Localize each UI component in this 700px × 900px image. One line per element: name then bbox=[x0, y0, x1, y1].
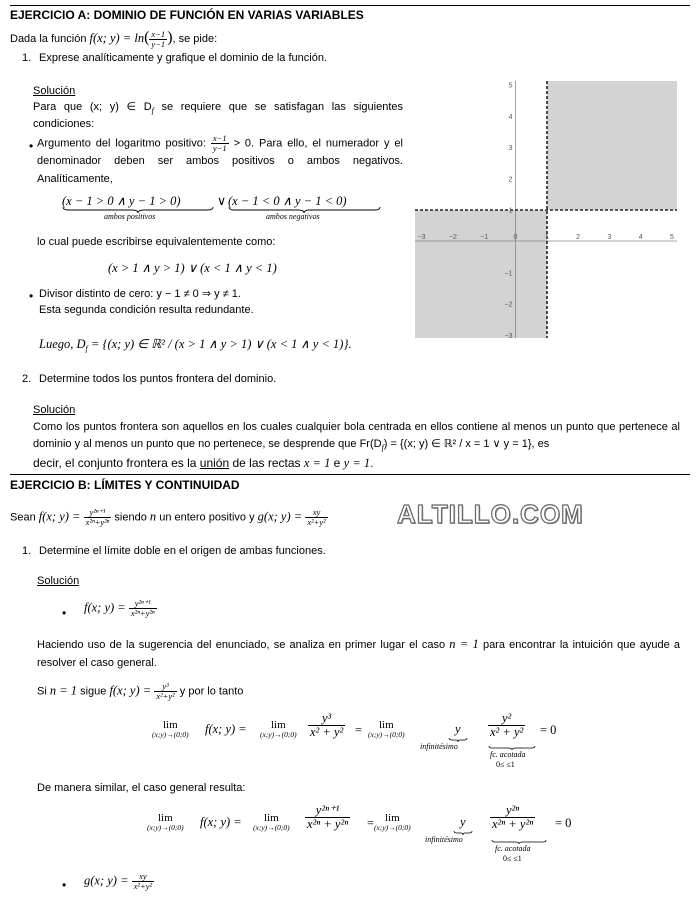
question-b1-number: 1. bbox=[22, 545, 32, 557]
bullet-dot: • bbox=[62, 606, 67, 620]
y-tick-label: 1 bbox=[508, 207, 513, 215]
x-tick-label: 1 bbox=[544, 234, 549, 241]
top-rule bbox=[10, 5, 690, 6]
or-symbol: ∨ bbox=[217, 194, 227, 208]
x-tick-label: −3 bbox=[417, 234, 426, 241]
solution-label-b1: Solución bbox=[37, 575, 80, 587]
x-tick-label: 3 bbox=[607, 234, 612, 241]
bullet-dot: • bbox=[29, 289, 34, 303]
question-b1: Determine el límite doble en el origen de ambas funciones. bbox=[39, 545, 326, 557]
x-tick-label: 4 bbox=[638, 234, 643, 241]
exercise-a-intro: Dada la función f(x; y) = ln( $\frac{x-1}{y-1}$ ), se pide: bbox=[10, 28, 218, 49]
question-a1-number: 1. bbox=[22, 52, 32, 64]
solution-label-a1: Solución bbox=[33, 85, 76, 97]
domain-result: Luego, $D_f = \{(x$; y) ∈ ℝ² / (x > 1 ∧ y > 1) ∨ (x < 1 ∧ y < 1)}. bbox=[39, 337, 352, 354]
x-tick-label: −1 bbox=[480, 234, 489, 241]
x-tick-label: −2 bbox=[448, 234, 457, 241]
y-tick-label: 4 bbox=[508, 113, 513, 121]
exercise-a-title: EJERCICIO A: DOMINIO DE FUNCIÓN EN VARIAS VARIABLES bbox=[10, 8, 364, 22]
y-tick-label: 3 bbox=[508, 145, 513, 153]
equivalence-math: (x > 1 ∧ y > 1) ∨ (x < 1 ∧ y < 1) bbox=[108, 261, 277, 275]
boundary-conclusion: decir, el conjunto frontera es la unión de las rectas x = 1 e y = 1. bbox=[33, 456, 374, 470]
y-tick-label: −3 bbox=[504, 332, 513, 340]
intro-fraction: $\frac{x-1}{y-1}$ bbox=[151, 28, 166, 49]
boundary-explanation: Como los puntos frontera son aquellos en los cuales cualquier bola centrada en ellos contiene al menos un punto que pertenece al dominio y al menos un punto que no pertenece, se desprende que $Fr(D_f) = \{(x$; y) ∈ ℝ² / x = 1 ∨ y = 1}, es bbox=[33, 421, 680, 453]
question-a2-number: 2. bbox=[22, 373, 32, 385]
exercise-b-intro: Sean f(x; y) = $\frac{\text{y²ⁿ⁺¹}}{\text{x²ⁿ+y²ⁿ}}$ siendo n un entero positivo y g(x; y) = $\frac{xy}{\text{x²+y²}}$ bbox=[10, 507, 326, 527]
x-tick-label: 5 bbox=[670, 234, 674, 241]
y-tick-label: 5 bbox=[508, 82, 513, 90]
general-case-text: De manera similar, el caso general resulta: bbox=[37, 782, 246, 794]
bullet-nonzero-divisor: Divisor distinto de cero: y − 1 ≠ 0 ⇒ y ≠ 1. bbox=[39, 288, 241, 300]
question-a2: Determine todos los puntos frontera del dominio. bbox=[39, 373, 277, 385]
y-tick-label: −1 bbox=[504, 270, 513, 278]
condition-both-positive: (x − 1 > 0 ∧ y − 1 > 0) bbox=[62, 194, 181, 208]
y-tick-label: −2 bbox=[504, 301, 513, 309]
paragraph-domain-conditions: Para que (x; y) ∈ $D_f$ se requiere que se satisfagan las siguientes condiciones: bbox=[33, 101, 403, 130]
case-n1-text: Si n = 1 sigue f(x; y) = $\frac{\text{y³}}{\text{x²+y²}}$ y por lo tanto bbox=[37, 681, 244, 701]
exercise-b-title: EJERCICIO B: LÍMITES Y CONTINUIDAD bbox=[10, 478, 240, 492]
x-tick-label: 2 bbox=[576, 234, 581, 241]
function-f-definition: f(x; y) = $\frac{\text{y²ⁿ⁺¹}}{\text{x²ⁿ+y²ⁿ}}$ bbox=[84, 598, 155, 618]
label-both-negative: ambos negativos bbox=[266, 212, 320, 221]
section-rule bbox=[10, 474, 690, 475]
altillo-watermark: ALTILLO.COM bbox=[397, 499, 584, 529]
bullet-dot: • bbox=[62, 878, 67, 892]
function-g-definition: g(x; y) = $\frac{xy}{\text{x²+y²}}$ bbox=[84, 871, 153, 891]
solution-label-a2: Solución bbox=[33, 404, 76, 416]
suggestion-paragraph: Haciendo uso de la sugerencia del enunciado, se analiza en primer lugar el caso n = 1 para encontrar la intuición que ayude a resolver el caso general. bbox=[37, 637, 680, 669]
redundant-condition-text: Esta segunda condición resulta redundante. bbox=[39, 304, 254, 316]
bullet-dot: • bbox=[29, 139, 34, 153]
y-tick-label: 2 bbox=[508, 176, 513, 184]
bullet-log-argument: Argumento del logaritmo positivo: $\frac{x-1}{y-1}$ > 0. Para ello, el numerador y el denominador deben ser ambos positivos o ambos negativos. Analíticamente, bbox=[37, 133, 403, 185]
condition-both-negative: (x − 1 < 0 ∧ y − 1 < 0) bbox=[228, 194, 347, 208]
domain-graph bbox=[412, 78, 680, 343]
domain-region-upper-right bbox=[547, 81, 677, 210]
domain-region-lower-left bbox=[415, 207, 547, 338]
question-a1: Exprese analíticamente y grafique el dominio de la función. bbox=[39, 52, 328, 64]
x-tick-label: 0 bbox=[513, 234, 518, 241]
equivalence-text: lo cual puede escribirse equivalentemente como: bbox=[37, 236, 276, 248]
label-both-positive: ambos positivos bbox=[104, 212, 156, 221]
